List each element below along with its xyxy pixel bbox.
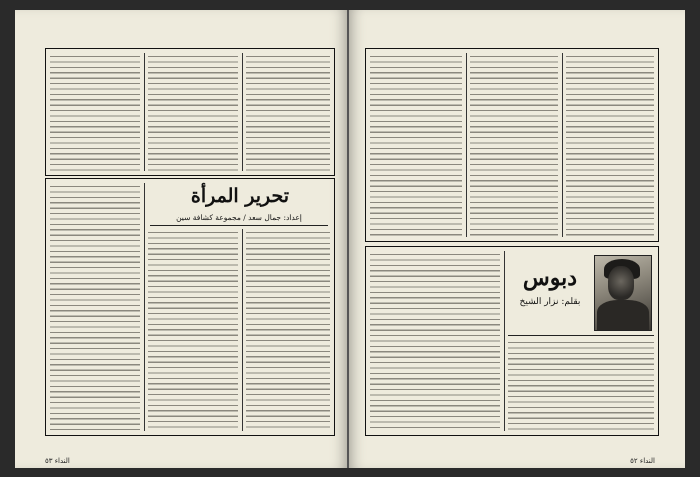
text-column — [370, 251, 500, 431]
text-column — [566, 53, 654, 237]
right-page-folio: النداء ٥٢ — [630, 457, 655, 465]
top-text-block — [365, 48, 659, 242]
column-rule — [144, 183, 145, 431]
column-rule — [466, 53, 467, 237]
text-column — [370, 53, 462, 237]
column-rule — [504, 251, 505, 431]
column-rule — [144, 53, 145, 171]
text-column — [470, 53, 558, 237]
article-byline: إعداد: جمال سعد / مجموعة كشافة سين — [176, 213, 302, 222]
article-block — [45, 178, 335, 436]
column-rule — [242, 53, 243, 171]
column-title: دبوس — [522, 265, 578, 291]
text-column — [508, 339, 654, 431]
text-column — [50, 53, 140, 171]
text-column — [148, 229, 238, 431]
title-rule — [150, 225, 328, 226]
top-text-block — [45, 48, 335, 176]
article-title: تحرير المرأة — [190, 185, 290, 207]
left-page-folio: النداء ٥٣ — [45, 457, 70, 465]
magazine-spread — [15, 10, 685, 468]
column-block — [365, 246, 659, 436]
header-rule — [508, 335, 654, 336]
column-byline: بقلم: نزار الشيخ — [519, 297, 581, 307]
text-column — [246, 53, 330, 171]
author-portrait — [594, 255, 652, 331]
text-column — [50, 183, 140, 431]
right-page — [349, 10, 685, 468]
column-rule — [242, 229, 243, 431]
left-page — [15, 10, 347, 468]
text-column — [148, 53, 238, 171]
column-rule — [562, 53, 563, 237]
text-column — [246, 229, 330, 431]
